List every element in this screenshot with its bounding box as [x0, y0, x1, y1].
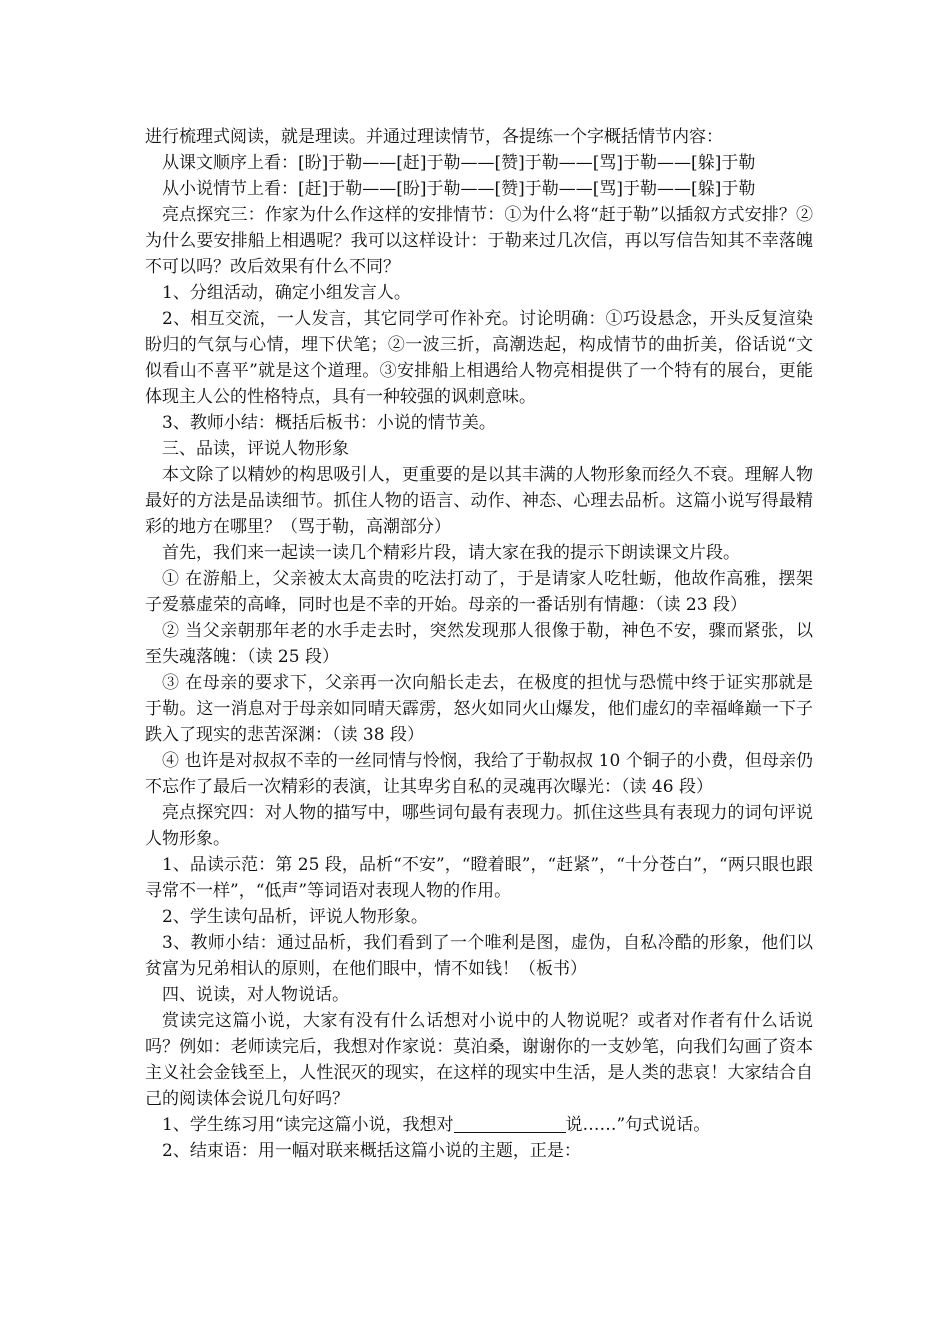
paragraph-discussion: 2、相互交流，一人发言，其它同学可作补充。讨论明确：①巧设悬念，开头反复渲染盼归的气氛与心情，埋下伏笔；②一波三折，高潮迭起，构成情节的曲折美，俗话说“文似看山不喜平”就是这个道理。③安排船上相遇给人物亮相提供了一个特有的展台，更能体现主人公的性格特点，具有一种较强的讽刺意味。 — [145, 309, 813, 407]
section-heading-three: 三、品读，评说人物形象 — [162, 439, 349, 459]
practice-text-after: 说……”句式说话。 — [565, 1115, 711, 1135]
section-heading-four: 四、说读，对人物说话。 — [162, 985, 349, 1005]
practice-text-before: 1、学生练习用“读完这篇小说，我想对 — [162, 1115, 454, 1135]
paragraph-order-text: 从课文顺序上看：[盼]于勒——[赶]于勒——[赞]于勒——[骂]于勒——[躲]于勒 — [162, 153, 756, 173]
paragraph-character-intro: 本文除了以精妙的构思吸引人，更重要的是以其丰满的人物形象而经久不衰。理解人物最好的方法是品读细节。抓住人物的语言、动作、神态、心理去品析。这篇小说写得最精彩的地方在哪里？（骂于勒，高潮部分） — [145, 465, 813, 537]
paragraph-excerpt-2: ② 当父亲朝那年老的水手走去时，突然发现那人很像于勒，神色不安，骤而紧张，以至失魂落魄：（读 25 段） — [145, 621, 813, 667]
paragraph-excerpt-4: ④ 也许是对叔叔不幸的一丝同情与怜悯，我给了于勒叔叔 10 个铜子的小费，但母亲仍不忘作了最后一次精彩的表演，让其卑劣自私的灵魂再次曝光：（读 46 段） — [145, 751, 813, 797]
fill-in-blank — [454, 1114, 566, 1133]
paragraph-student-analysis: 2、学生读句品析，评说人物形象。 — [162, 907, 428, 927]
paragraph-excerpt-1: ① 在游船上，父亲被太太高贵的吃法打动了，于是请家人吃牡蛎，他故作高雅，摆架子爱慕虚荣的高峰，同时也是不幸的开始。母亲的一番话别有情趣：（读 23 段） — [145, 569, 813, 615]
paragraph-teacher-summary-1: 3、教师小结：概括后板书：小说的情节美。 — [162, 413, 496, 433]
document-page — [145, 124, 813, 1164]
paragraph-read-together: 首先，我们来一起读一读几个精彩片段，请大家在我的提示下朗读课文片段。 — [162, 543, 740, 563]
paragraph-speak-to-characters: 赏读完这篇小说，大家有没有什么话想对小说中的人物说呢？或者对作者有什么话说吗？例如：老师读完后，我想对作家说：莫泊桑，谢谢你的一支妙笔，向我们勾画了资本主义社会金钱至上，人性泯灭的现实，在这样的现实中生活，是人类的悲哀！大家结合自己的阅读体会说几句好吗？ — [145, 1011, 813, 1109]
paragraph-teacher-summary-2: 3、教师小结：通过品析，我们看到了一个唯利是图，虚伪，自私冷酷的形象，他们以贫富为兄弟相认的原则，在他们眼中，情不如钱！（板书） — [145, 933, 813, 979]
paragraph-group-activity: 1、分组活动，确定小组发言人。 — [162, 283, 411, 303]
paragraph-intro: 进行梳理式阅读，就是理读。并通过理读情节，各提练一个字概括情节内容： — [145, 127, 723, 147]
paragraph-order-plot: 从小说情节上看：[赶]于勒——[盼]于勒——[赞]于勒——[骂]于勒——[躲]于勒 — [162, 179, 756, 199]
paragraph-reading-example: 1、品读示范：第 25 段，品析“不安”，“瞪着眼”，“赶紧”，“十分苍白”，“两只眼也跟寻常不一样”，“低声”等词语对表现人物的作用。 — [145, 855, 813, 901]
paragraph-highlight-four: 亮点探究四：对人物的描写中，哪些词句最有表现力。抓住这些具有表现力的词句评说人物形象。 — [145, 803, 813, 849]
paragraph-practice — [145, 1112, 813, 1138]
paragraph-closing: 2、结束语：用一幅对联来概括这篇小说的主题，正是： — [162, 1141, 581, 1161]
paragraph-highlight-three: 亮点探究三：作家为什么作这样的安排情节：①为什么将“赶于勒”以插叙方式安排？②为什么要安排船上相遇呢？我可以这样设计：于勒来过几次信，再以写信告知其不幸落魄不可以吗？改后效果有什么不同？ — [145, 205, 813, 277]
paragraph-excerpt-3: ③ 在母亲的要求下，父亲再一次向船长走去，在极度的担忧与恐慌中终于证实那就是于勒。这一消息对于母亲如同晴天霹雳，怒火如同火山爆发，他们虚幻的幸福峰巅一下子跌入了现实的悲苦深渊：（读 38 段） — [145, 673, 813, 745]
